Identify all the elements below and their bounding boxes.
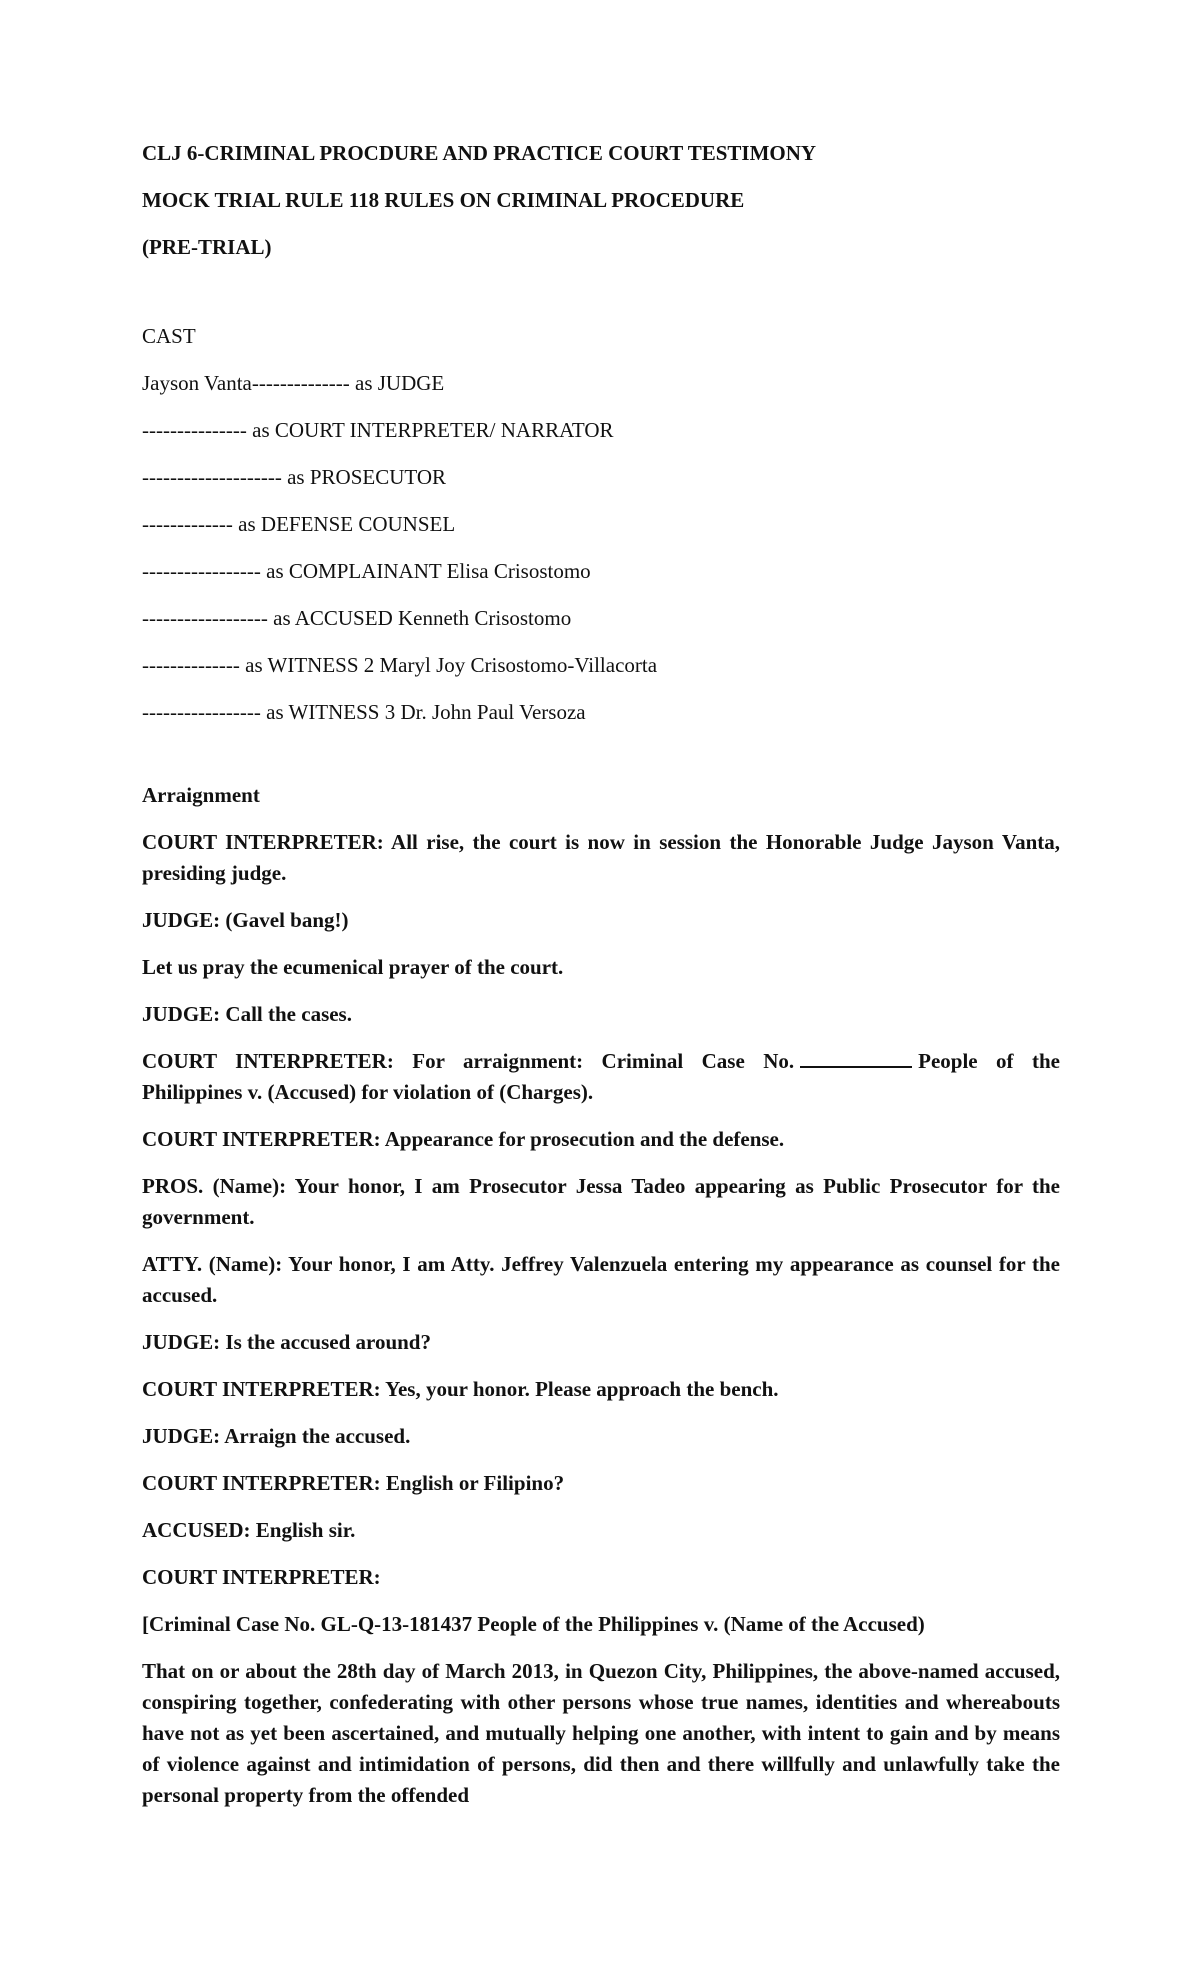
dialogue-paragraph: ACCUSED: English sir.: [142, 1518, 356, 1542]
case-number-blank: [800, 1048, 912, 1068]
cast-item-accused: ------------------ as ACCUSED Kenneth Crisostomo: [142, 606, 572, 630]
dialogue-paragraph-case-call: [142, 1046, 1060, 1108]
cast-heading: CAST: [142, 324, 196, 348]
dialogue-paragraph: JUDGE: (Gavel bang!): [142, 908, 349, 932]
dialogue-paragraph: PROS. (Name): Your honor, I am Prosecutor Jessa Tadeo appearing as Public Prosecutor for the government.: [142, 1174, 1060, 1229]
dialogue-paragraph: ATTY. (Name): Your honor, I am Atty. Jeffrey Valenzuela entering my appearance as counsel for the accused.: [142, 1252, 1060, 1307]
cast-item-interpreter: --------------- as COURT INTERPRETER/ NARRATOR: [142, 418, 614, 442]
information-caption: [Criminal Case No. GL-Q-13-181437 People of the Philippines v. (Name of the Accused): [142, 1612, 925, 1636]
cast-item-witness-2: -------------- as WITNESS 2 Maryl Joy Crisostomo-Villacorta: [142, 653, 658, 677]
dialogue-paragraph: COURT INTERPRETER:: [142, 1565, 381, 1589]
header-title-line-2: MOCK TRIAL RULE 118 RULES ON CRIMINAL PROCEDURE: [142, 188, 745, 212]
dialogue-paragraph: JUDGE: Is the accused around?: [142, 1330, 431, 1354]
header-title-line-3: (PRE-TRIAL): [142, 235, 272, 259]
arraignment-heading: Arraignment: [142, 783, 260, 807]
arraignment-section: [142, 780, 1060, 1811]
dialogue-paragraph: Let us pray the ecumenical prayer of the court.: [142, 955, 564, 979]
dialogue-paragraph: JUDGE: Call the cases.: [142, 1002, 352, 1026]
case-call-text-end: People of the Philippines v. (Accused) for violation of (Charges).: [142, 1049, 1060, 1104]
cast-item-judge: Jayson Vanta-------------- as JUDGE: [142, 371, 445, 395]
cast-item-defense: ------------- as DEFENSE COUNSEL: [142, 512, 456, 536]
case-call-text-start: COURT INTERPRETER: For arraignment: Criminal Case No.: [142, 1049, 795, 1073]
cast-item-prosecutor: -------------------- as PROSECUTOR: [142, 465, 447, 489]
document-header: [142, 138, 1060, 263]
dialogue-paragraph: COURT INTERPRETER: English or Filipino?: [142, 1471, 565, 1495]
cast-item-complainant: ----------------- as COMPLAINANT Elisa Crisostomo: [142, 559, 591, 583]
dialogue-paragraph: COURT INTERPRETER: Yes, your honor. Please approach the bench.: [142, 1377, 779, 1401]
cast-section: [142, 321, 1060, 728]
dialogue-paragraph: COURT INTERPRETER: Appearance for prosecution and the defense.: [142, 1127, 785, 1151]
cast-item-witness-3: ----------------- as WITNESS 3 Dr. John Paul Versoza: [142, 700, 586, 724]
header-title-line-1: CLJ 6-CRIMINAL PROCDURE AND PRACTICE COURT TESTIMONY: [142, 141, 817, 165]
dialogue-paragraph: JUDGE: Arraign the accused.: [142, 1424, 411, 1448]
information-body: That on or about the 28th day of March 2013, in Quezon City, Philippines, the above-named accused, conspiring together, confederating with other persons whose true names, identities and whereabouts have not as yet been ascertained, and mutually helping one another, with intent to gain and by means of violence against and intimidation of persons, did then and there willfully and unlawfully take the personal property from the offended: [142, 1659, 1060, 1807]
dialogue-paragraph: COURT INTERPRETER: All rise, the court is now in session the Honorable Judge Jayson Vanta, presiding judge.: [142, 830, 1060, 885]
